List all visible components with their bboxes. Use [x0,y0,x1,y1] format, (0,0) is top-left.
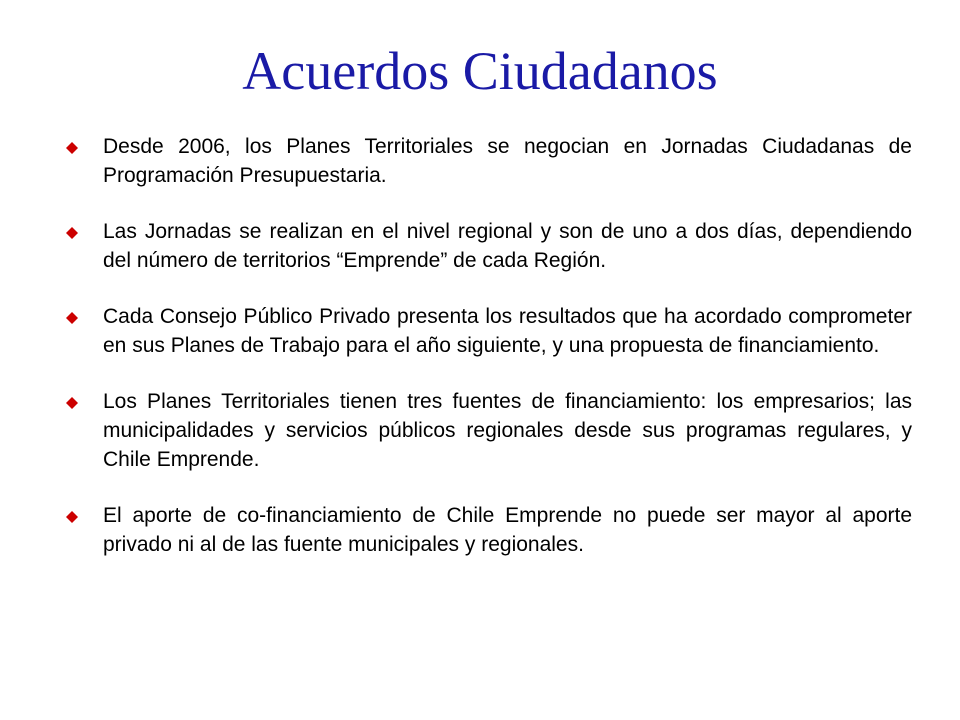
diamond-bullet-icon [66,312,78,324]
bullet-item [66,132,912,190]
bullet-text: Desde 2006, los Planes Territoriales se negocian en Jornadas Ciudadanas de Programación Presupuestaria. [103,135,912,187]
bullet-text: Los Planes Territoriales tienen tres fuentes de financiamiento: los empresarios; las municipalidades y servicios públicos regionales desde sus programas regulares, y Chile Emprende. [103,390,912,471]
bullet-item [66,501,912,559]
bullet-item [66,302,912,360]
diamond-bullet-icon [66,397,78,409]
bullet-text: El aporte de co-financiamiento de Chile Emprende no puede ser mayor al aporte privado ni al de las fuente municipales y regionales. [103,504,912,556]
bullet-list [66,132,912,586]
bullet-text: Las Jornadas se realizan en el nivel regional y son de uno a dos días, dependiendo del número de territorios “Emprende” de cada Región. [103,220,912,272]
diamond-bullet-icon [66,511,78,523]
diamond-bullet-icon [66,142,78,154]
slide-title: Acuerdos Ciudadanos [242,41,718,101]
bullet-item [66,217,912,275]
bullet-text: Cada Consejo Público Privado presenta los resultados que ha acordado comprometer en sus Planes de Trabajo para el año siguiente, y una propuesta de financiamiento. [103,305,912,357]
diamond-bullet-icon [66,227,78,239]
bullet-item [66,387,912,474]
